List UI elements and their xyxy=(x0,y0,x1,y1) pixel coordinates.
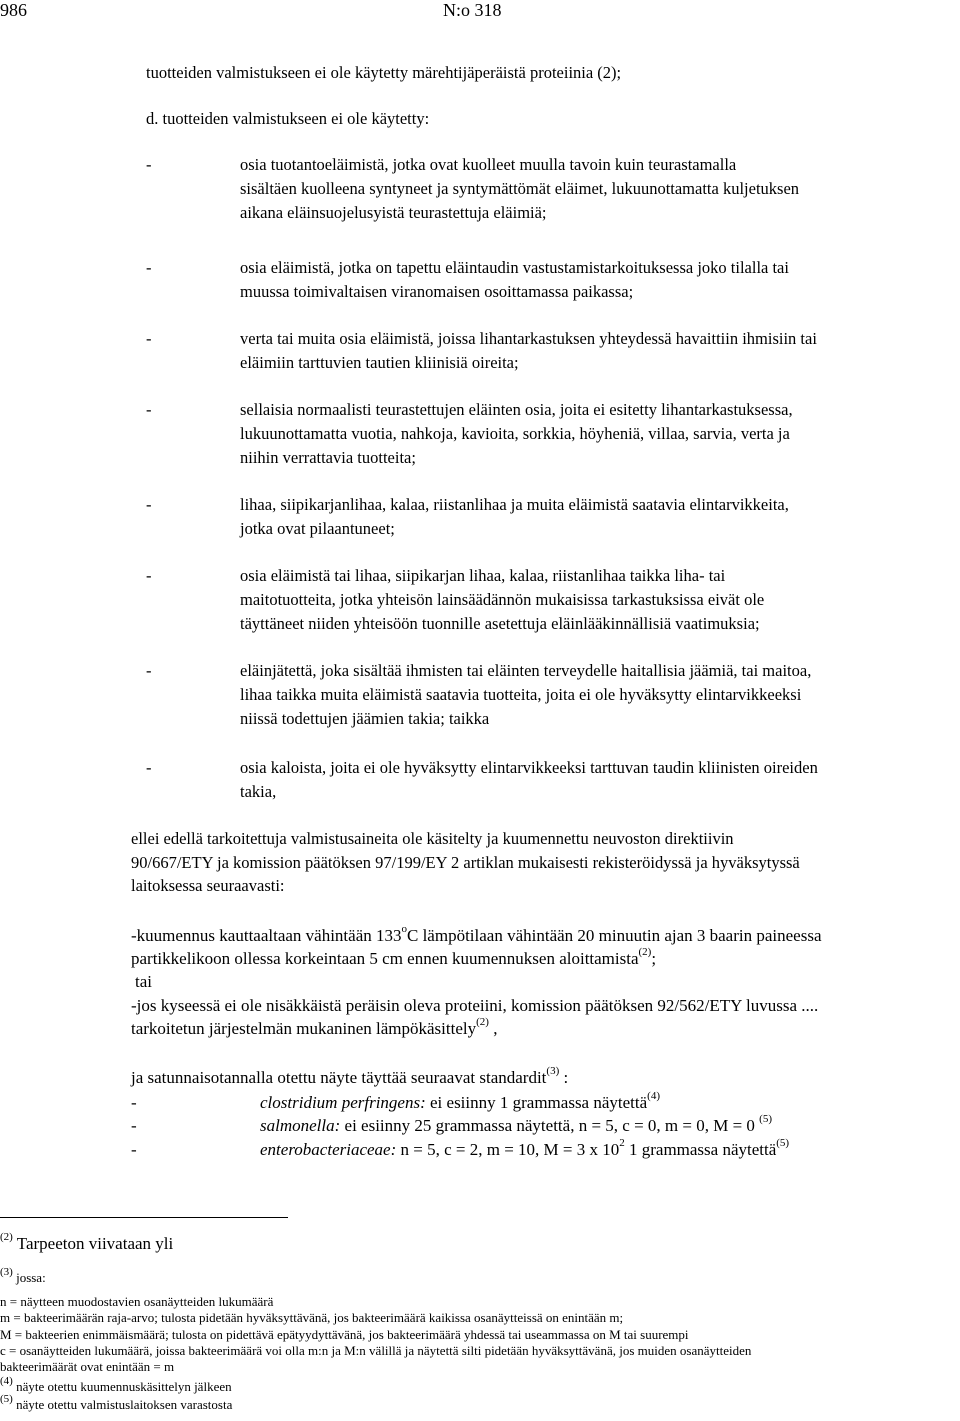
standard-row-text: salmonella: ei esiinny 25 grammassa näytettä, n = 5, c = 0, m = 0, M = 0 $^{(5)}$ xyxy=(260,1113,772,1135)
ellei-line: laitoksessa seuraavasti: xyxy=(131,876,285,895)
bullet-item xyxy=(240,327,817,375)
issue-number: N:o 318 xyxy=(443,0,502,20)
bullet-item xyxy=(240,153,799,225)
bullet-line: aikana eläinsuojelusyistä teurastettuja eläimiä; xyxy=(240,203,547,222)
organism-name: enterobacteriaceae: xyxy=(260,1140,397,1159)
bullet-line: lukuunottamatta vuotia, nahkoja, kavioita, sorkkia, höyheniä, villaa, sarvia, verta ja xyxy=(240,424,790,443)
heat-line-1: -kuumennus kauttaaltaan vähintään 133$^o$C lämpötilaan vähintään 20 minuutin ajan 3 baarin paineessa xyxy=(131,923,822,945)
bullet-line: sisältäen kuolleena syntyneet ja syntymättömät eläimet, lukuunottamatta kuljetuksen xyxy=(240,179,800,198)
organism-name: clostridium perfringens: xyxy=(260,1093,426,1112)
standard-row-text: enterobacteriaceae: n = 5, c = 2, m = 10, M = 3 x $10^2$ 1 grammassa näytettä$^{(5)}$ xyxy=(260,1137,790,1159)
bullet-dash: - xyxy=(146,400,152,419)
bullet-item xyxy=(240,256,789,304)
page-number: 986 xyxy=(0,0,27,20)
footnote-2: $^{(2)}$ Tarpeeton viivataan yli xyxy=(0,1231,174,1253)
footnote-line: bakteerimäärät ovat enintään = m xyxy=(0,1359,175,1375)
footnote-5: $^{(5)}$ näyte otettu valmistuslaitoksen varastosta xyxy=(0,1392,233,1412)
ellei-line: ellei edellä tarkoitettuja valmistusaineita ole käsitelty ja kuumennettu neuvoston direktiivin xyxy=(131,829,734,848)
heat-line-4: tarkoitetun järjestelmän mukaninen lämpökäsittely$^{(2)}$ , xyxy=(131,1016,498,1038)
ellei-paragraph xyxy=(131,827,800,898)
bullet-line: osia kaloista, joita ei ole hyväksytty elintarvikkeeksi tarttuvan taudin kliinisten oireiden xyxy=(240,758,818,777)
footnote-3: $^{(3)}$ jossa: xyxy=(0,1265,46,1285)
standard-row-text: clostridium perfringens: ei esiinny 1 grammassa näytettä$^{(4)}$ xyxy=(260,1090,660,1112)
bullet-line: sellaisia normaalisti teurastettujen eläinten osia, joita ei esitetty lihantarkastuksessa, xyxy=(240,400,793,419)
bullet-line: takia, xyxy=(240,782,277,801)
footnote-3-lines xyxy=(0,1294,751,1375)
ellei-line: 90/667/ETY ja komission päätöksen 97/199/EY 2 artiklan mukaisesti rekisteröidyssä ja hyväksytyssä xyxy=(131,852,800,872)
bullet-dash: - xyxy=(146,495,152,514)
bullet-item xyxy=(240,493,789,541)
bullet-dash: - xyxy=(146,758,152,777)
item-d-label: d. xyxy=(146,109,159,128)
bullet-line: lihaa taikka muita eläimistä saatavia tuotteita, joita ei ole hyväksytty elintarvikkeeksi xyxy=(240,685,802,704)
footnote-4: $^{(4)}$ näyte otettu kuumennuskäsittelyn jälkeen xyxy=(0,1374,232,1394)
bullet-line: niihin verrattavia tuotteita; xyxy=(240,448,416,467)
item-d-text: tuotteiden valmistukseen ei ole käytetty: xyxy=(162,109,430,128)
intro-line: tuotteiden valmistukseen ei ole käytetty märehtijäperäistä proteiinia (2); xyxy=(146,63,622,82)
footnote-rule xyxy=(0,1217,288,1218)
footnote-line: c = osanäytteiden lukumäärä, joissa bakteerimäärä voi olla m:n ja M:n välillä ja näytettä silti pidetään hyväksyttävänä, jos muiden osanäytteiden xyxy=(0,1342,752,1358)
bullet-line: eläimiin tarttuvien tautien kliinisiä oireita; xyxy=(240,353,519,372)
bullet-line: maitotuotteita, jotka yhteisön lainsäädännön mukaisissa tarkastuksissa eivät ole xyxy=(240,590,765,609)
bullet-item xyxy=(240,756,818,804)
standard-row: - xyxy=(131,1116,137,1135)
bullet-line: niissä todettujen jäämien takia; taikka xyxy=(240,709,490,728)
organism-name: salmonella: xyxy=(260,1116,341,1135)
heat-tai: tai xyxy=(135,972,152,991)
heat-line-2: partikkelikoon ollessa korkeintaan 5 cm ennen kuumennuksen aloittamista$^{(2)}$; xyxy=(131,946,657,968)
standard-row: - xyxy=(131,1093,137,1112)
bullet-dash: - xyxy=(146,329,152,348)
bullet-line: osia eläimistä, jotka on tapettu eläintaudin vastustamistarkoituksessa joko tilalla tai xyxy=(240,258,789,277)
footnote-line: M = bakteerien enimmäismäärä; tulosta on pidettävä epätyydyttävänä, jos bakteerimäärä yhdessä tai useammassa on M tai suurempi xyxy=(0,1326,689,1342)
bullet-item xyxy=(240,659,811,731)
bullet-dash: - xyxy=(146,566,152,585)
bullet-item xyxy=(240,564,764,636)
bullet-dash: - xyxy=(146,258,152,277)
bullet-dash: - xyxy=(146,661,152,680)
bullet-line: täyttäneet niiden yhteisöön tuonnille asetettuja eläinlääkinnällisiä vaatimuksia; xyxy=(240,614,760,633)
bullet-line: osia tuotantoeläimistä, jotka ovat kuolleet muulla tavoin kuin teurastamalla xyxy=(240,155,737,174)
standard-row: - xyxy=(131,1140,137,1159)
footnote-line: n = näytteen muodostavien osanäytteiden lukumäärä xyxy=(0,1294,274,1309)
footnote-line: m = bakteerimäärän raja-arvo; tulosta pidetään hyväksyttävänä, jos bakteerimäärä kaikissa osanäytteissä on enintään m; xyxy=(0,1310,624,1326)
heat-line-3: -jos kyseessä ei ole nisäkkäistä peräisin oleva proteiini, komission päätöksen 92/562/ETY luvussa .... xyxy=(131,996,819,1015)
bullet-line: verta tai muita osia eläimistä, joissa lihantarkastuksen yhteydessä havaittiin ihmisiin tai xyxy=(240,329,817,348)
bullet-line: jotka ovat pilaantuneet; xyxy=(240,519,395,538)
bullet-line: lihaa, siipikarjanlihaa, kalaa, riistanlihaa ja muita eläimistä saatavia elintarvikkeita, xyxy=(240,495,789,514)
bullet-line: muussa toimivaltaisen viranomaisen osoittamassa paikassa; xyxy=(240,282,634,301)
bullet-line: eläinjätettä, joka sisältää ihmisten tai eläinten terveydelle haitallisia jäämiä, tai maitoa, xyxy=(240,661,812,680)
bullet-dash: - xyxy=(146,155,152,174)
sampling-intro: ja satunnaisotannalla otettu näyte täyttää seuraavat standardit$^{(3)}$ : xyxy=(131,1065,569,1087)
bullet-line: osia eläimistä tai lihaa, siipikarjan lihaa, kalaa, riistanlihaa taikka liha- tai xyxy=(240,566,726,585)
bullet-item xyxy=(240,398,793,470)
item-d xyxy=(146,107,429,131)
